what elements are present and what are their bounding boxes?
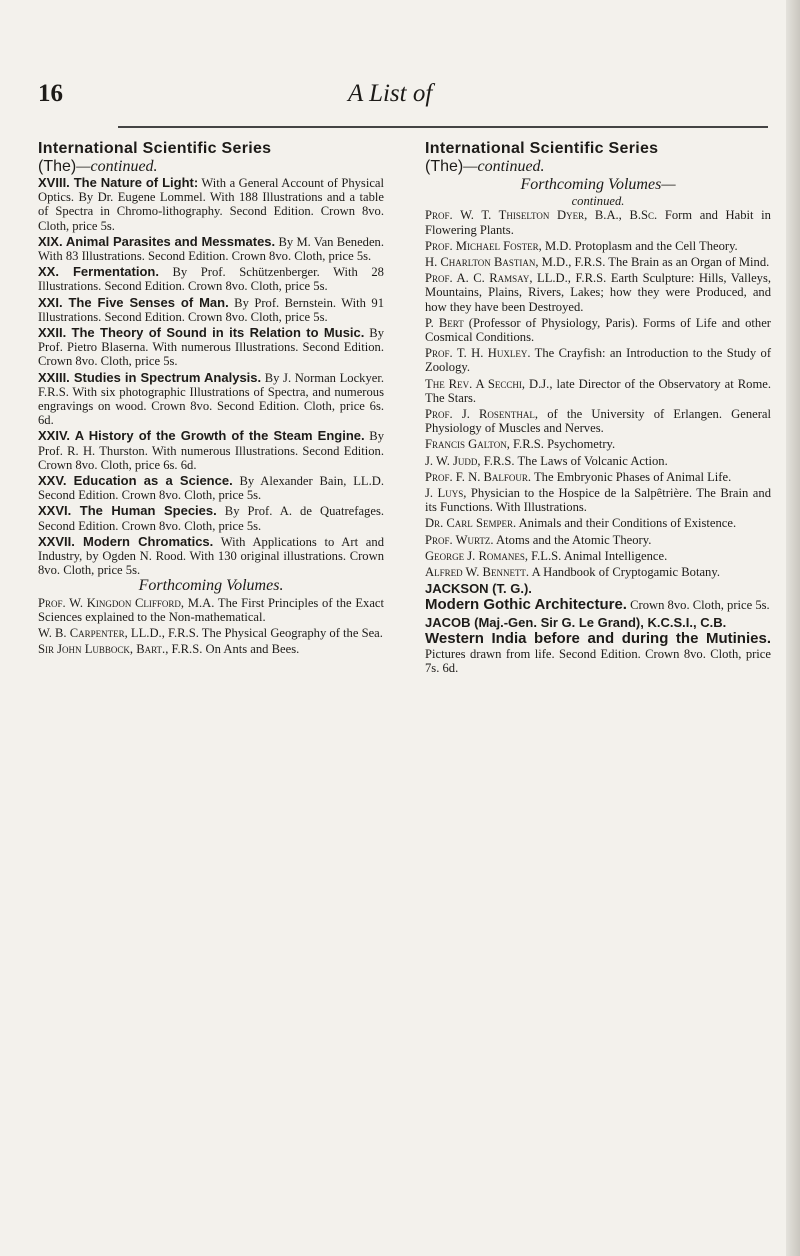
running-head: A List of [348, 80, 433, 107]
list-item: XXV. Education as a Science. By Alexander Bain, LL.D. Second Edition. Crown 8vo. Cloth, price 5s. [38, 473, 384, 503]
list-item: Prof. J. Rosenthal, of the University of Erlangen. General Physiology of Muscles and Nerves. [425, 407, 771, 436]
list-item: Prof. Wurtz. Atoms and the Atomic Theory. [425, 532, 652, 547]
series-heading: International Scientific Series [38, 140, 272, 157]
catalog-entry-jackson: JACKSON (T. G.). Modern Gothic Architecture. Crown 8vo. Cloth, price 5s. [425, 581, 770, 614]
page-edge [786, 0, 800, 1256]
header-rule [118, 126, 768, 128]
list-item: Prof. Michael Foster, M.D. Protoplasm and the Cell Theory. [425, 238, 738, 253]
list-item: J. Luys, Physician to the Hospice de la Salpêtrière. The Brain and its Functions. With Illustrations. [425, 486, 771, 515]
page-number: 16 [38, 80, 63, 107]
list-item: Dr. Carl Semper. Animals and their Conditions of Existence. [425, 516, 737, 531]
list-item: J. W. Judd, F.R.S. The Laws of Volcanic Action. [425, 453, 668, 468]
list-item: Prof. A. C. Ramsay, LL.D., F.R.S. Earth Sculpture: Hills, Valleys, Mountains, Plains, Rivers, Lakes; how they were Produced, and how they have been Destroyed. [425, 271, 772, 314]
list-item: XXII. The Theory of Sound in its Relation to Music. By Prof. Pietro Blaserna. With numerous Illustrations. Second Edition. Crown 8vo. Cloth, price 5s. [38, 325, 384, 369]
list-item: XXI. The Five Senses of Man. By Prof. Bernstein. With 91 Illustrations. Second Edition. Crown 8vo. Cloth, price 5s. [38, 294, 384, 324]
continued-note: continued. [571, 194, 625, 209]
page-header [38, 80, 738, 120]
series-subheading: (The)—continued. [38, 158, 158, 175]
list-item: XXVII. Modern Chromatics. With Applications to Art and Industry, by Ogden N. Rood. With 130 original illustrations. Crown 8vo. Cloth, price 5s. [38, 533, 384, 578]
list-item: W. B. Carpenter, LL.D., F.R.S. The Physical Geography of the Sea. [38, 626, 383, 641]
list-item: XIX. Animal Parasites and Messmates. By M. Van Beneden. With 83 Illustrations. Second Edition. Crown 8vo. Cloth, price 5s. [38, 233, 384, 264]
list-item: Francis Galton, F.R.S. Psychometry. [425, 437, 616, 452]
list-item: Prof. T. H. Huxley. The Crayfish: an Introduction to the Study of Zoology. [425, 346, 772, 375]
list-item: Prof. W. T. Thiselton Dyer, B.A., B.Sc. Form and Habit in Flowering Plants. [425, 208, 771, 237]
list-item: XX. Fermentation. By Prof. Schützenberger. With 28 Illustrations. Second Edition. Crown 8vo. Cloth, price 5s. [38, 264, 384, 294]
series-subheading: (The)—continued. [425, 158, 545, 175]
list-item: Sir John Lubbock, Bart., F.R.S. On Ants and Bees. [38, 642, 300, 657]
right-column [425, 140, 771, 678]
list-item: H. Charlton Bastian, M.D., F.R.S. The Brain as an Organ of Mind. [425, 255, 770, 270]
list-item: XXVI. The Human Species. By Prof. A. de Quatrefages. Second Edition. Crown 8vo. Cloth, price 5s. [38, 503, 384, 533]
list-item: Prof. F. N. Balfour. The Embryonic Phases of Animal Life. [425, 469, 732, 484]
list-item: XXIV. A History of the Growth of the Steam Engine. By Prof. R. H. Thurston. With numerous Illustrations. Second Edition. Crown 8vo. Cloth, price 6s. 6d. [38, 428, 384, 472]
list-item: XVIII. The Nature of Light: With a General Account of Physical Optics. By Dr. Eugene Lommel. With 188 Illustrations and a table of Spectra in Chromo-lithography. Second Edition. Crown 8vo. Cloth, price 5s. [38, 175, 385, 233]
left-column [38, 140, 384, 659]
catalog-entry-jacob: JACOB (Maj.-Gen. Sir G. Le Grand), K.C.S.I., C.B. Western India before and during the Mutinies. Pictures drawn from life. Second Edition. Crown 8vo. Cloth, price 7s. 6d. [425, 615, 771, 676]
list-item: P. Bert (Professor of Physiology, Paris). Forms of Life and other Cosmical Conditions. [425, 315, 771, 345]
list-item: The Rev. A Secchi, D.J., late Director of the Observatory at Rome. The Stars. [425, 376, 771, 405]
forthcoming-heading: Forthcoming Volumes— [520, 176, 676, 193]
forthcoming-heading: Forthcoming Volumes. [138, 577, 284, 595]
list-item: Prof. W. Kingdon Clifford, M.A. The First Principles of the Exact Sciences explained to the Non-mathematical. [38, 595, 385, 624]
series-heading: International Scientific Series [425, 140, 659, 157]
list-item: Alfred W. Bennett. A Handbook of Cryptogamic Botany. [425, 565, 720, 580]
list-item: XXIII. Studies in Spectrum Analysis. By J. Norman Lockyer. F.R.S. With six photographic Illustrations of Spectra, and numerous engravings on wood. Crown 8vo. Second Edition. Cloth, price 6s. 6d. [38, 369, 384, 428]
list-item: George J. Romanes, F.L.S. Animal Intelligence. [425, 548, 668, 563]
